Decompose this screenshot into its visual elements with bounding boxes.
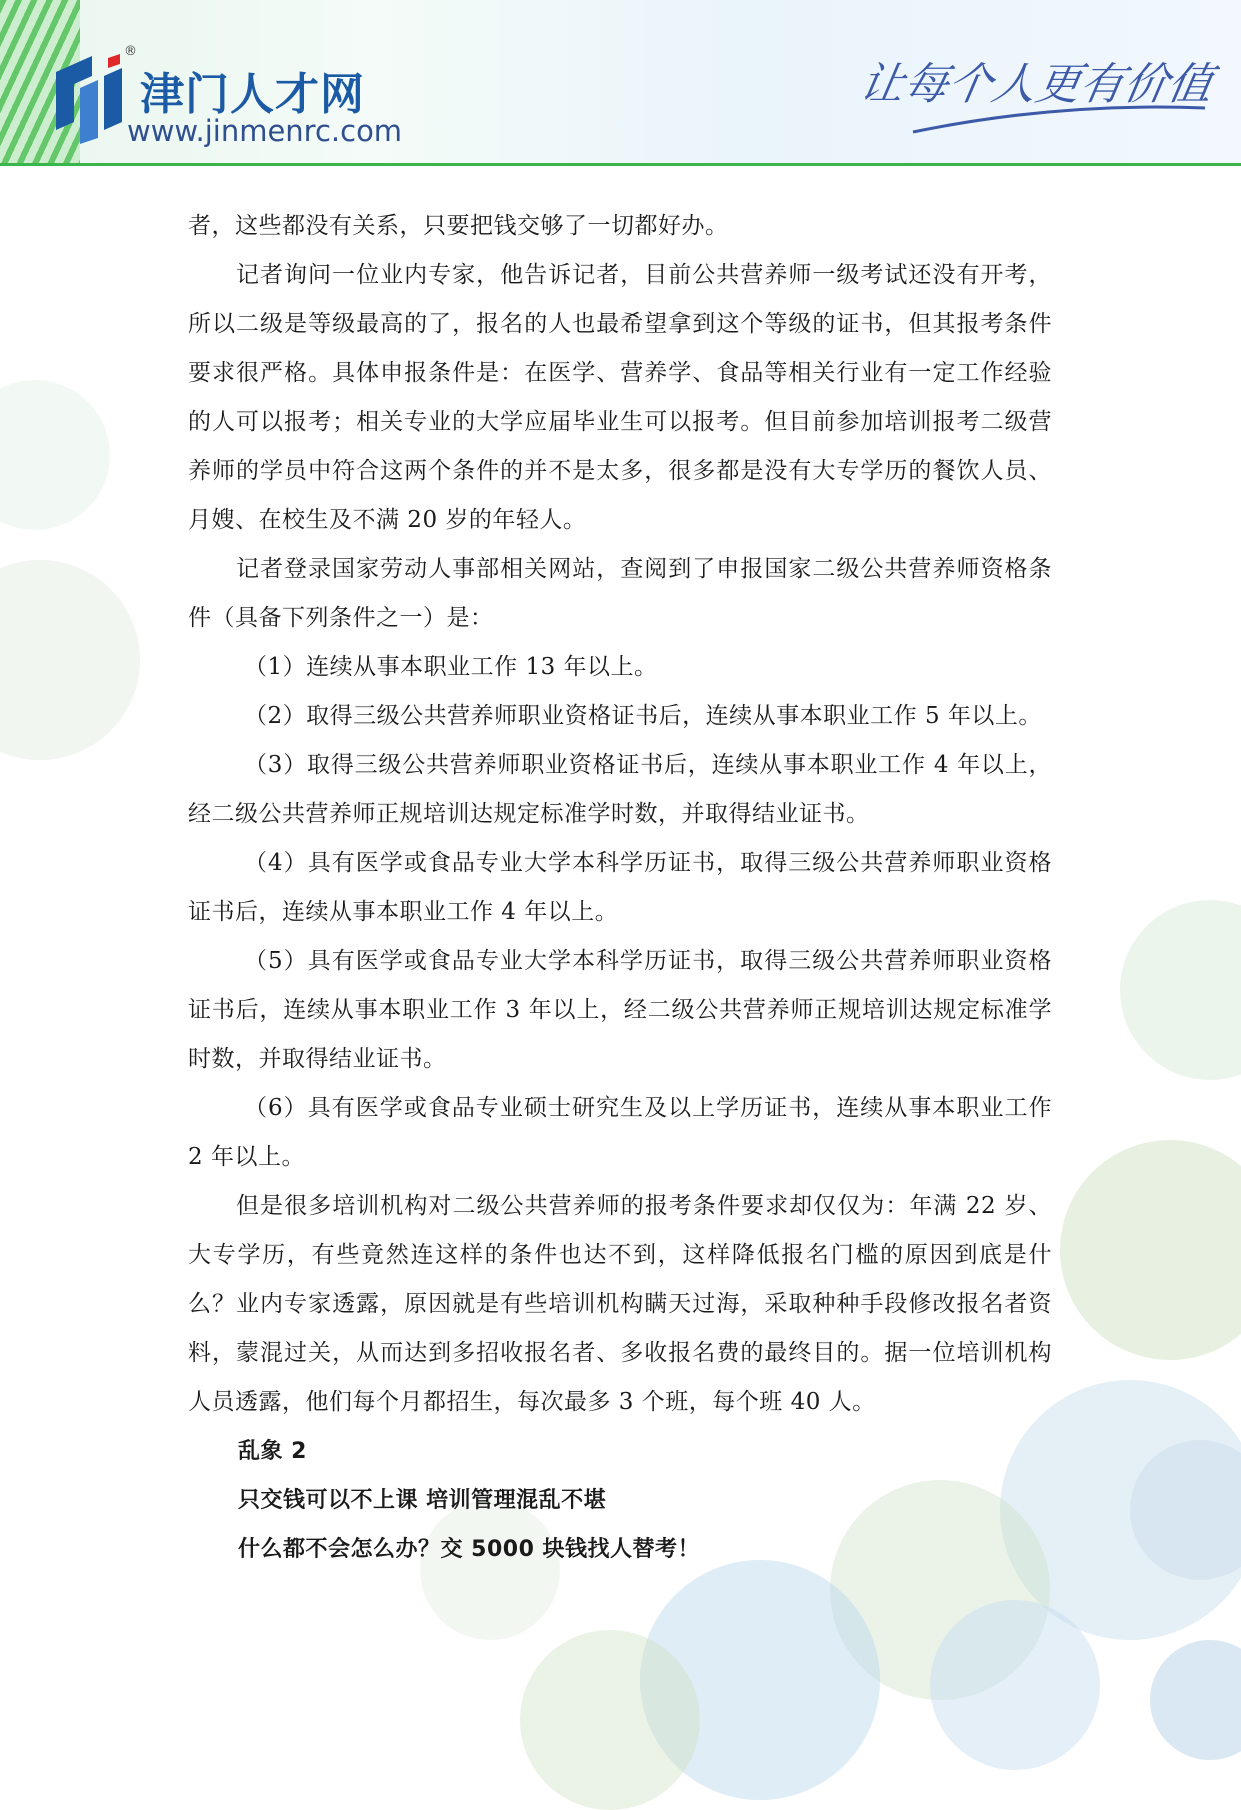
article-body xyxy=(188,202,1052,1574)
background-bubble xyxy=(1130,1440,1241,1580)
logo-url: www.jinmenrc.com xyxy=(127,114,403,148)
section-subheading: 只交钱可以不上课 培训管理混乱不堪 xyxy=(238,1488,607,1513)
background-bubble xyxy=(1060,1140,1241,1360)
condition-item: （5）具有医学或食品专业大学本科学历证书，取得三级公共营养师职业资格证书后，连续从事本职业工作 3 年以上，经二级公共营养师正规培训达规定标准学时数，并取得结业证书。 xyxy=(188,948,1052,1072)
condition-item: （3）取得三级公共营养师职业资格证书后，连续从事本职业工作 4 年以上，经二级公共营养师正规培训达规定标准学时数，并取得结业证书。 xyxy=(188,752,1052,827)
logo-icon xyxy=(52,52,130,144)
background-bubble xyxy=(1120,900,1241,1080)
condition-item: （2）取得三级公共营养师职业资格证书后，连续从事本职业工作 5 年以上。 xyxy=(244,703,1042,729)
paragraph: 记者登录国家劳动人事部相关网站，查阅到了申报国家二级公共营养师资格条件（具备下列条件之一）是： xyxy=(188,556,1052,631)
background-bubble xyxy=(1150,1640,1241,1760)
condition-item: （1）连续从事本职业工作 13 年以上。 xyxy=(244,654,658,680)
section-subheading: 什么都不会怎么办？交 5000 块钱找人替考！ xyxy=(238,1537,701,1562)
condition-item: （4）具有医学或食品专业大学本科学历证书，取得三级公共营养师职业资格证书后，连续从事本职业工作 4 年以上。 xyxy=(188,850,1052,925)
background-bubble xyxy=(930,1600,1100,1770)
slogan-underline-decoration xyxy=(909,102,1209,142)
paragraph: 者，这些都没有关系，只要把钱交够了一切都好办。 xyxy=(188,213,729,239)
background-bubble xyxy=(0,560,140,760)
slogan: 让每个人更有价值 xyxy=(855,59,1217,110)
background-bubble xyxy=(0,380,110,530)
page-header xyxy=(0,0,1241,166)
condition-item: （6）具有医学或食品专业硕士研究生及以上学历证书，连续从事本职业工作 2 年以上。 xyxy=(188,1095,1052,1170)
background-bubble xyxy=(640,1560,880,1800)
logo-name: 津门人才网 xyxy=(140,69,365,120)
section-heading: 乱象 2 xyxy=(238,1439,307,1464)
paragraph: 但是很多培训机构对二级公共营养师的报考条件要求却仅仅为：年满 22 岁、大专学历，有些竟然连这样的条件也达不到，这样降低报名门槛的原因到底是什么？业内专家透露，原因就是有些培训机构瞒天过海，采取种种手段修改报名者资料，蒙混过关，从而达到多招收报名者、多收报名费的最终目的。据一位培训机构人员透露，他们每个月都招生，每次最多 3 个班，每个班 40 人。 xyxy=(188,1193,1052,1415)
paragraph: 记者询问一位业内专家，他告诉记者，目前公共营养师一级考试还没有开考，所以二级是等级最高的了，报名的人也最希望拿到这个等级的证书，但其报考条件要求很严格。具体申报条件是：在医学、营养学、食品等相关行业有一定工作经验的人可以报考；相关专业的大学应届毕业生可以报考。但目前参加培训报考二级营养师的学员中符合这两个条件的并不是太多，很多都是没有大专学历的餐饮人员、月嫂、在校生及不满 20 岁的年轻人。 xyxy=(188,262,1052,533)
background-bubble xyxy=(520,1630,700,1810)
registered-mark: ® xyxy=(124,44,137,59)
